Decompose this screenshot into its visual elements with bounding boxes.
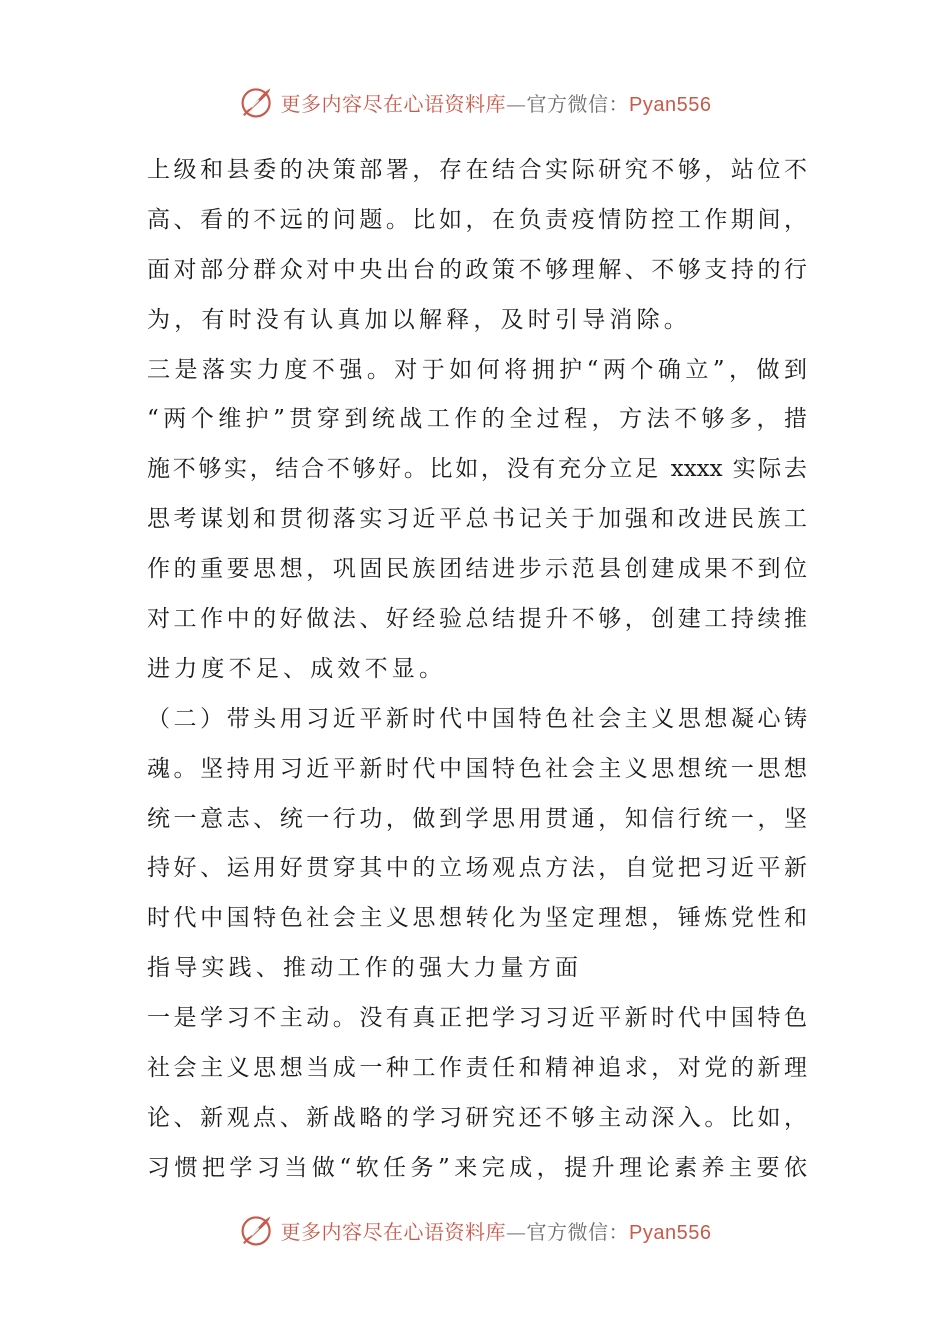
watermark-text — [281, 88, 712, 117]
text-line: 上级和县委的决策部署，存在结合实际研究不够，站位不 — [147, 157, 807, 183]
text-line: 习惯把学习当做“软任务”来完成，提升理论素养主要依 — [147, 1154, 807, 1181]
watermark-dash: — — [506, 1219, 527, 1244]
header-watermark — [0, 82, 950, 122]
watermark-wechat-id: Pyan556 — [629, 93, 712, 116]
text-line: 面对部分群众对中央出台的政策不够理解、不够支持的行 — [147, 256, 807, 283]
text-line: 施不够实，结合不够好。比如，没有充分立足 xxxx 实际去 — [147, 456, 807, 483]
watermark-text — [281, 1216, 712, 1245]
text-line: “两个维护”贯穿到统战工作的全过程，方法不够多，措 — [147, 406, 807, 433]
text-line: 论、新观点、新战略的学习研究还不够主动深入。比如， — [147, 1104, 807, 1131]
text-line: 为，有时没有认真加以解释，及时引导消除。 — [147, 306, 691, 333]
text-line: 三是落实力度不强。对于如何将拥护“两个确立”，做到 — [147, 356, 807, 383]
text-line: 统一意志、统一行功，做到学思用贯通，知信行统一，坚 — [147, 805, 807, 832]
watermark-brand: 更多内容尽在心语资料库 — [280, 1219, 507, 1244]
text-line: 作的重要思想，巩固民族团结进步示范县创建成果不到位 — [147, 556, 807, 583]
text-line: 时代中国特色社会主义思想转化为坚定理想，锤炼党性和 — [147, 905, 807, 932]
text-line: 魂。坚持用习近平新时代中国特色社会主义思想统一思想 — [147, 755, 807, 782]
text-line: 社会主义思想当成一种工作责任和精神追求，对党的新理 — [147, 1055, 807, 1082]
watermark-official-label: 官方微信： — [526, 91, 630, 116]
footer-watermark — [0, 1210, 950, 1250]
text-line: 持好、运用好贯穿其中的立场观点方法，自觉把习近平新 — [147, 855, 807, 882]
text-line: 进力度不足、成效不显。 — [147, 655, 447, 682]
text-line: 思考谋划和贯彻落实习近平总书记关于加强和改进民族工 — [147, 506, 807, 533]
watermark-official-label: 官方微信： — [526, 1219, 630, 1244]
text-line: 一是学习不主动。没有真正把学习习近平新时代中国特色 — [147, 1005, 807, 1032]
text-line: 对工作中的好做法、好经验总结提升不够，创建工持续推 — [147, 606, 807, 633]
quill-logo-icon — [239, 1212, 275, 1248]
document-body — [147, 146, 807, 1194]
watermark-dash: — — [506, 91, 527, 116]
watermark-wechat-id: Pyan556 — [629, 1221, 712, 1244]
quill-logo-icon — [239, 84, 275, 120]
watermark-brand: 更多内容尽在心语资料库 — [280, 91, 507, 116]
text-line: 指导实践、推动工作的强大力量方面 — [147, 955, 583, 982]
text-line: （二）带头用习近平新时代中国特色社会主义思想凝心铸 — [147, 705, 807, 732]
text-line: 高、看的不远的问题。比如，在负责疫情防控工作期间， — [147, 206, 807, 233]
